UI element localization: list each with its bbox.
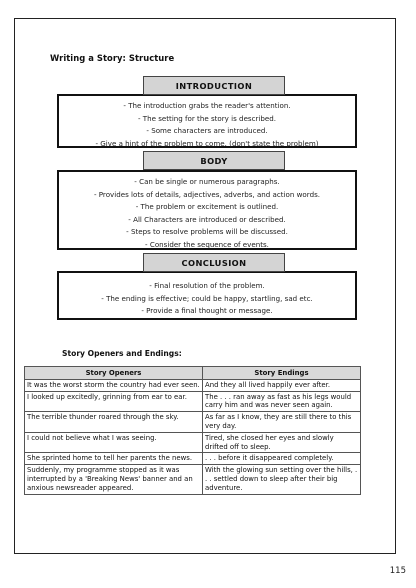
body-title: BODY: [143, 151, 285, 170]
introduction-item: - The setting for the story is described.: [137, 113, 277, 123]
ending-cell: With the glowing sun setting over the hills, . . . settled down to sleep after their big adventure.: [203, 465, 361, 494]
body-item: - Can be single or numerous paragraphs.: [134, 177, 280, 186]
opener-cell: She sprinted home to tell her parents the news.: [25, 453, 203, 465]
introduction-box: [57, 94, 357, 148]
conclusion-item: - Final resolution of the problem.: [149, 281, 265, 290]
ending-cell: . . . before it disappeared completely.: [203, 453, 361, 465]
ending-cell: The . . . ran away as fast as his legs would carry him and was never seen again.: [203, 391, 361, 412]
body-item: - Steps to resolve problems will be discussed.: [126, 227, 288, 236]
page-heading: Writing a Story: Structure: [50, 53, 175, 63]
opener-cell: It was the worst storm the country had ever seen.: [25, 379, 203, 391]
openers-endings-table: [24, 366, 361, 495]
ending-cell: And they all lived happily ever after.: [203, 379, 361, 391]
table-row: [25, 432, 361, 453]
column-header-endings: Story Endings: [203, 367, 361, 380]
table-row: [25, 465, 361, 494]
ending-cell: As far as I know, they are still there to this very day.: [203, 412, 361, 433]
body-item: - All Characters are introduced or described.: [128, 214, 286, 224]
opener-cell: I looked up excitedly, grinning from ear to ear.: [25, 391, 203, 412]
conclusion-box: [57, 271, 357, 320]
table-row: [25, 391, 361, 412]
column-header-openers: Story Openers: [25, 367, 203, 380]
openers-endings-heading: Story Openers and Endings:: [62, 349, 182, 358]
conclusion-title: CONCLUSION: [143, 253, 285, 272]
conclusion-item: - Provide a final thought or message.: [141, 306, 273, 315]
introduction-item: - The introduction grabs the reader's attention.: [123, 101, 291, 110]
opener-cell: Suddenly, my programme stopped as it was interrupted by a 'Breaking News' banner and an anxious newsreader appeared.: [25, 465, 203, 494]
page-number: 115: [389, 566, 406, 576]
body-item: - The problem or excitement is outlined.: [135, 202, 279, 211]
table-row: [25, 453, 361, 465]
introduction-item: - Some characters are introduced.: [146, 126, 268, 135]
table-row: [25, 379, 361, 391]
body-item: - Provides lots of details, adjectives, adverbs, and action words.: [93, 189, 321, 199]
table-header-row: [25, 367, 361, 380]
opener-cell: The terrible thunder roared through the sky.: [25, 412, 203, 433]
body-box: [57, 170, 357, 250]
body-item: - Consider the sequence of events.: [145, 239, 269, 249]
introduction-title: INTRODUCTION: [143, 76, 285, 95]
ending-cell: Tired, she closed her eyes and slowly drifted off to sleep.: [203, 432, 361, 453]
opener-cell: I could not believe what I was seeing.: [25, 432, 203, 453]
introduction-item: - Give a hint of the problem to come. (don't state the problem): [95, 138, 319, 148]
conclusion-item: - The ending is effective; could be happy, startling, sad etc.: [101, 293, 313, 303]
table-row: [25, 412, 361, 433]
